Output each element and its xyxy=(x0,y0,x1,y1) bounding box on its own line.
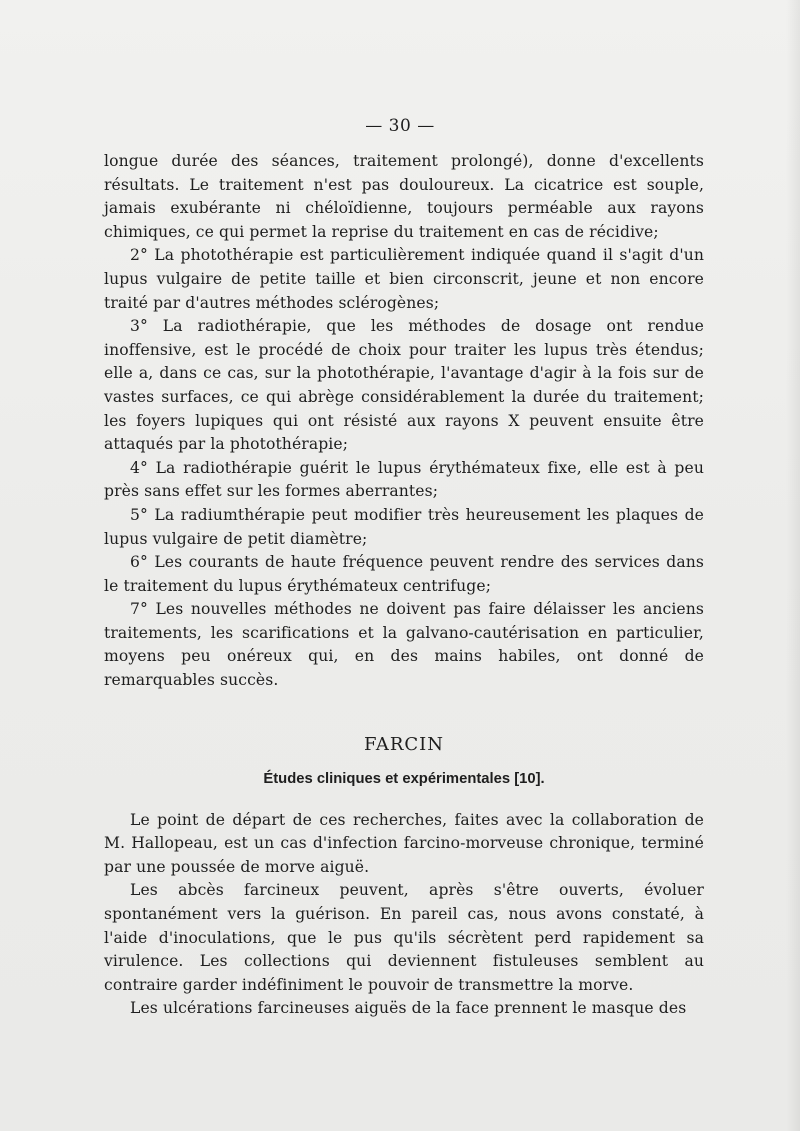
paragraph-item-4: 4° La radiothérapie guérit le lupus érythémateux fixe, elle est à peu près sans effet sur les formes aberrantes; xyxy=(104,458,704,501)
section-paragraph: Le point de départ de ces recherches, faites avec la collaboration de M. Hallopeau, est un cas d'infection farcino-morveuse chronique, terminé par une poussée de morve aiguë. xyxy=(104,810,704,876)
section-body xyxy=(104,809,704,1021)
page-number: — 30 — xyxy=(365,116,435,136)
section-title: FARCIN xyxy=(363,733,445,755)
body-text xyxy=(104,150,704,1021)
paragraph-item-7: 7° Les nouvelles méthodes ne doivent pas faire délaisser les anciens traitements, les scarifications et la galvano-cautérisation en particulier, moyens peu onéreux qui, en des mains habiles, ont donné de remarquables succès. xyxy=(104,600,704,690)
paragraph-continuation: longue durée des séances, traitement prolongé), donne d'excellents résultats. Le traitement n'est pas douloureux. La cicatrice est souple, jamais exubérante ni chéloïdienne, toujours perméable aux rayons chimiques, ce qui permet la reprise du traitement en cas de récidive; xyxy=(104,152,704,241)
paragraph-item-5: 5° La radiumthérapie peut modifier très heureusement les plaques de lupus vulgaire de petit diamètre; xyxy=(104,505,704,548)
paragraph-item-2: 2° La photothérapie est particulièrement indiquée quand il s'agit d'un lupus vulgaire de petite taille et bien circonscrit, jeune et non encore traité par d'autres méthodes sclérogènes; xyxy=(104,246,704,312)
section-paragraph: Les abcès farcineux peuvent, après s'être ouverts, évoluer spontanément vers la guérison. En pareil cas, nous avons constaté, à l'aide d'inoculations, que le pus qu'ils sécrètent perd rapidement sa virulence. Les collections qui deviennent fistuleuses semblent au contraire garder indéfiniment le pouvoir de transmettre la morve. xyxy=(104,881,704,994)
paragraph-item-3: 3° La radiothérapie, que les méthodes de dosage ont rendue inoffensive, est le procédé de choix pour traiter les lupus très étendus; elle a, dans ce cas, sur la photothérapie, l'avantage d'agir à la fois sur de vastes surfaces, ce qui abrège considérablement la durée du traitement; les foyers lupiques qui ont résisté aux rayons X peuvent ensuite être attaqués par la photothérapie; xyxy=(104,317,704,454)
page-edge-shadow xyxy=(786,0,800,1131)
section-subtitle: Études cliniques et expérimentales [10]. xyxy=(263,770,545,787)
paragraph-item-6: 6° Les courants de haute fréquence peuvent rendre des services dans le traitement du lupus érythémateux centrifuge; xyxy=(104,553,704,595)
section-paragraph: Les ulcérations farcineuses aiguës de la face prennent le masque des xyxy=(130,999,687,1018)
